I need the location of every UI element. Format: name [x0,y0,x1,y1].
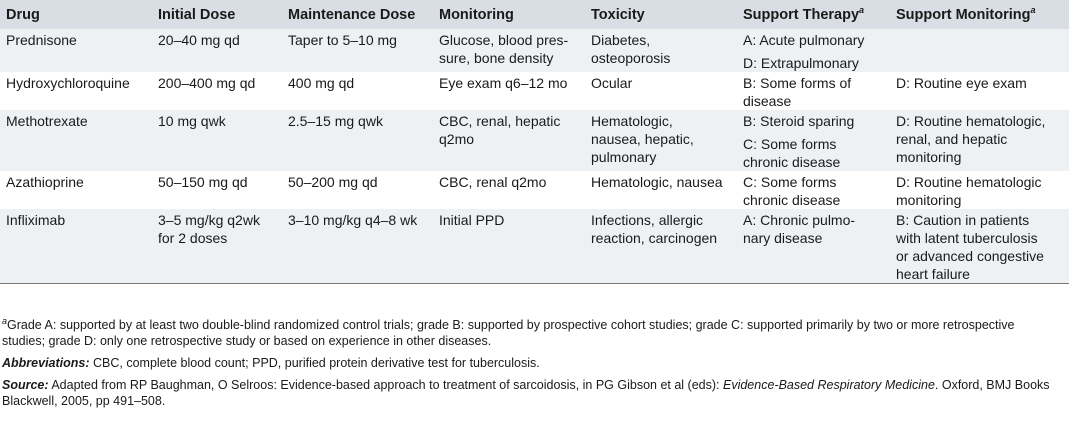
footnote-marker: a [1030,5,1036,16]
source-book-title: Evidence-Based Respiratory Medicine [722,378,935,392]
cell-monitoring [433,209,585,284]
cell-line: A: Chronic pulmo- [743,212,856,228]
cell-line: Initial PPD [439,212,505,228]
cell-line: Eye exam q6–12 mo [439,75,568,91]
cell-line: 50–150 mg qd [158,174,248,190]
cell-line: 2.5–15 mg qwk [288,113,383,129]
cell-line: for 2 doses [158,230,228,246]
cell-statement [743,54,886,72]
cell-support-therapy [737,29,890,72]
cell-line: Taper to 5–10 mg [288,32,397,48]
footnote-marker: a [859,5,865,16]
cell-line: with latent tuberculosis [896,230,1038,246]
source-text-3: Blackwell, 2005, pp 491–508. [2,394,166,408]
cell-maintenance-dose [282,72,433,110]
cell-toxicity [585,209,737,284]
cell-line: C: Some forms [743,174,837,190]
cell-line: Diabetes, [591,32,651,48]
cell-line: renal, and hepatic [896,131,1008,147]
grade-line-2: studies; grade D: only one retrospective study or based on experience in other diseases. [2,334,492,348]
cell-support-monitoring [890,209,1069,284]
cell-line: D: Extrapulmonary [743,55,859,71]
cell-line: reaction, carcinogen [591,230,718,246]
cell-support-monitoring [890,171,1069,209]
cell-drug: Azathioprine [0,171,152,209]
cell-drug: Hydroxychloroquine [0,72,152,110]
header-support-monitoring [890,0,1069,29]
cell-monitoring [433,72,585,110]
cell-line: CBC, renal, hepatic [439,113,561,129]
grade-line-1: Grade A: supported by at least two double-blind randomized control trials; grade B: supported by prospective cohort studies; grade C: supported primarily by two or more retrospective [7,318,1015,332]
footnote-marker: a [2,315,8,326]
cell-drug: Methotrexate [0,110,152,171]
cell-line: pulmonary [591,149,657,165]
cell-line: Hematologic, [591,113,673,129]
source-note [0,377,1069,409]
cell-line: nary disease [743,230,823,246]
table-body [0,29,1069,284]
source-text-2: . Oxford, BMJ Books [934,378,1050,392]
cell-line: sure, bone density [439,50,554,66]
cell-line: CBC, renal q2mo [439,174,547,190]
cell-line: disease [743,93,792,109]
cell-support-therapy [737,72,890,110]
cell-support-therapy [737,171,890,209]
cell-statement [896,211,1065,283]
cell-statement [896,112,1065,166]
cell-line: Glucose, blood pres- [439,32,569,48]
table-row [0,110,1069,171]
abbreviations-label: Abbreviations: [2,356,90,370]
cell-line: 3–10 mg/kg q4–8 wk [288,212,418,228]
cell-line: heart failure [896,266,970,282]
cell-line: B: Caution in patients [896,212,1030,228]
cell-initial-dose [152,171,282,209]
cell-line: chronic disease [743,192,841,208]
cell-support-therapy [737,110,890,171]
cell-line: D: Routine eye exam [896,75,1027,91]
cell-statement [743,112,886,130]
cell-line: 20–40 mg qd [158,32,240,48]
cell-initial-dose [152,29,282,72]
cell-line: nausea, hepatic, [591,131,694,147]
cell-toxicity [585,29,737,72]
table-header [0,0,1069,29]
cell-line: B: Some forms of [743,75,852,91]
cell-toxicity [585,72,737,110]
header-drug: Drug [0,0,152,29]
cell-initial-dose [152,72,282,110]
cell-monitoring [433,110,585,171]
cell-support-monitoring [890,29,1069,72]
cell-maintenance-dose [282,171,433,209]
header-maintenance-dose: Maintenance Dose [282,0,433,29]
cell-line: 400 mg qd [288,75,355,91]
cell-line: Hematologic, nausea [591,174,723,190]
header-support-therapy-label: Support Therapy [743,7,860,23]
cell-statement [743,74,886,110]
abbreviations-text: CBC, complete blood count; PPD, purified protein derivative test for tuberculosis. [89,356,540,370]
cell-monitoring [433,29,585,72]
cell-line: osteoporosis [591,50,671,66]
header-support-therapy [737,0,890,29]
table-row [0,209,1069,284]
cell-line: D: Routine hematologic, [896,113,1046,129]
cell-line: q2mo [439,131,475,147]
source-label: Source: [2,378,49,392]
cell-line: 50–200 mg qd [288,174,378,190]
header-toxicity: Toxicity [585,0,737,29]
cell-line: B: Steroid sparing [743,113,855,129]
cell-line: monitoring [896,192,962,208]
cell-toxicity [585,171,737,209]
cell-line: chronic disease [743,154,841,170]
cell-statement [743,173,886,209]
cell-line: D: Routine hematologic [896,174,1042,190]
cell-initial-dose [152,209,282,284]
cell-line: 3–5 mg/kg q2wk [158,212,260,228]
header-row [0,0,1069,29]
cell-statement [743,31,886,49]
source-text-1: Adapted from RP Baughman, O Selroos: Evidence-based approach to treatment of sarcoidosis, in PG Gibson et al (eds): [48,378,723,392]
header-monitoring: Monitoring [433,0,585,29]
grade-footnote [0,317,1069,349]
cell-statement [743,135,886,171]
cell-line: A: Acute pulmonary [743,32,865,48]
cell-drug: Infliximab [0,209,152,284]
abbreviations-note [0,355,1069,371]
cell-support-therapy [737,209,890,284]
cell-statement [896,173,1065,209]
cell-line: 10 mg qwk [158,113,226,129]
cell-maintenance-dose [282,29,433,72]
cell-line: Ocular [591,75,633,91]
cell-support-monitoring [890,72,1069,110]
cell-drug: Prednisone [0,29,152,72]
cell-line: 200–400 mg qd [158,75,256,91]
table-row [0,72,1069,110]
header-initial-dose: Initial Dose [152,0,282,29]
cell-initial-dose [152,110,282,171]
cell-support-monitoring [890,110,1069,171]
table-footnotes [0,317,1069,415]
cell-maintenance-dose [282,110,433,171]
cell-line: monitoring [896,149,962,165]
cell-monitoring [433,171,585,209]
table-row [0,29,1069,72]
cell-toxicity [585,110,737,171]
table-row [0,171,1069,209]
cell-line: Infections, allergic [591,212,704,228]
cell-line: C: Some forms [743,136,837,152]
cell-statement [896,74,1065,92]
header-support-monitoring-label: Support Monitoring [896,7,1031,23]
cell-statement [743,211,886,247]
cell-maintenance-dose [282,209,433,284]
cell-line: or advanced congestive [896,248,1044,264]
